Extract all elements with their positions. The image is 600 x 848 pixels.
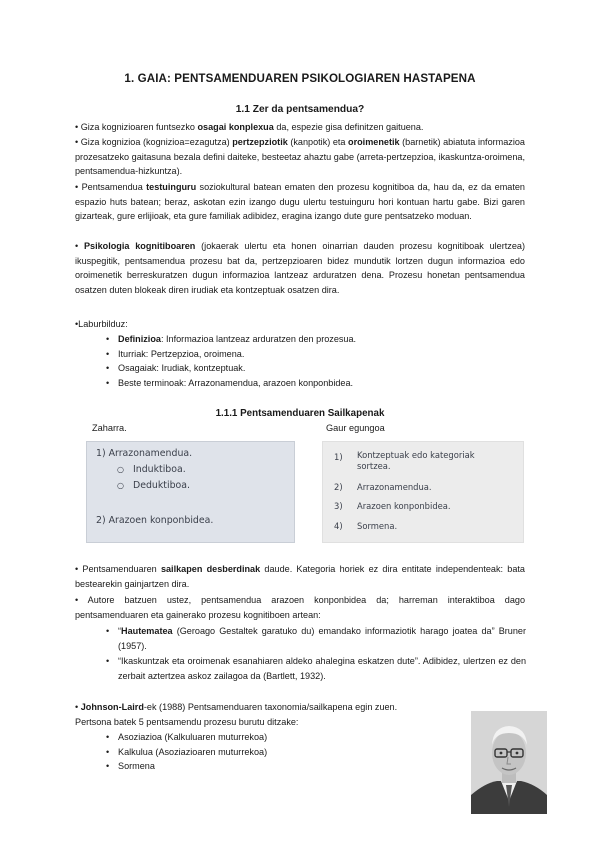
paragraph-classifications [75,562,525,591]
text: Iturriak: Pertzepzioa, oroimena. [118,348,245,359]
paragraph-cognition-component [75,120,525,135]
summary-list [106,332,526,390]
list-item [106,376,526,391]
text: • Pentsamenduaren [75,564,161,574]
box-item: Arrazonamendua. [357,482,432,492]
portrait-image [471,711,547,814]
bold-text: Definizioa [118,334,161,344]
text: Osagaiak: Irudiak, kontzeptuak. [118,363,246,374]
section-heading-1-1-1: 1.1.1 Pentsamenduaren Sailkapenak [215,408,385,419]
box-item: 2) Arazoen konponbidea. [96,515,214,526]
text: soziokultural batean ematen den prozesu kognitiboa da, hau da, ez da ematen espazio huts batean; beraz, askotan ezin izango dugu ulertu testuinguru hori kontuan hartu gabe. Bizi garen gizarteak, gure erlijioak, eta gure familiak adibidez, eragina izango dute gure pentsatzeko moduan. [75,182,525,222]
list-item [106,347,526,362]
text: Deduktiboa. [132,480,190,491]
box-subitem: ○ Induktiboa. [117,464,186,475]
text: • Giza kognizioa (kognizioa=ezagutza) [75,137,233,147]
old-classification-box [86,441,295,543]
paragraph-five-processes: Pertsona batek 5 pentsamendu prozesu burutu ditzake: [75,717,299,727]
bold-text: Hautematea [121,626,173,636]
paragraph-cognitive-psychology [75,239,525,298]
text: (jokaerak ulertu eta honen oinarrian dauden prozesu kognitiboak ulertzea) ikuspegitik, pentsamendua prozesu bat da, pertzepzioaren bidez mundutik lortzen dugun informazioa edo oroimenetik berreskuratzen dugun informazioa lantzeaz arduratzen dena. Prozesu honetan pentsamendua osatzen duten blokeak diren irudiak eta kontzeptuak osatzen dira. [75,241,525,296]
list-item: • Sormena [106,759,406,774]
bold-text: osagai konplexua [197,122,274,132]
text: daude. Kategoria horiek ez dira entitate independenteak: bata bestearekin gainjartzen dira. [75,564,525,589]
text: (kanpotik) eta [287,137,349,147]
box-number: 1) [334,452,343,462]
text: (barnetik) abiatuta informazioa prozesatzeko gaitasuna bezala defini daiteke, besteetaz ahaztu gabe (arreta-pertzepzioa, ikaskuntza-oroimena, pentsamendua-hizkuntza). [75,137,525,177]
text: da, espezie gisa definitzen gaituena. [273,122,424,132]
box-item: Sormena. [357,521,398,531]
quote-item: • “Ikaskuntzak eta oroimenak esanahiaren aldeko ahalegina eskatzen dute”. Adibidez, ulertzen ez den zerbait aztertzea askoz zailagoa da (Bartlett, 1932). [106,654,526,683]
box-number: 3) [334,501,343,511]
bold-text: pertzepziotik [232,137,288,147]
processes-list [106,730,406,774]
paragraph-cognition-definition [75,135,525,179]
box-item: Kontzeptuak edo kategoriak [357,450,475,460]
left-caption: Zaharra. [92,423,127,433]
text: -ek (1988) Pentsamenduaren taxonomia/sailkapena egin zuen. [143,702,398,712]
section-heading-1-1: 1.1 Zer da pentsamendua? [235,104,365,115]
box-number: 4) [334,521,343,531]
paragraph-problem-solving: • Autore batzuen ustez, pentsamendua arazoen konponbidea da; harreman interaktiboa dago pentsamenduaren eta gainerako prozesu kognitiboen artean: [75,595,525,620]
text: • [75,702,81,712]
box-item: Arazoen konponbidea. [357,501,451,511]
page-title: 1. GAIA: PENTSAMENDUAREN PSIKOLOGIAREN HASTAPENA [124,72,476,85]
portrait-photo [471,711,547,814]
bold-text: oroimenetik [348,137,400,147]
paragraph-johnson-laird [75,700,465,715]
right-caption: Gaur egungoa [326,423,385,433]
text: (Geroago Gestaltek garatuko du) emandako informaziotik harago joatea da” Bruner (1957). [118,626,526,651]
box-item: sortzea. [357,461,391,471]
bold-text: sailkapen desberdinak [160,564,261,574]
text: Induktiboa. [132,464,186,475]
paragraph-context [75,180,525,224]
list-item: • Asoziazioa (Kalkuluaren muturrekoa) [106,730,406,745]
quote-item [106,624,526,653]
box-subitem: ○ Deduktiboa. [117,480,190,491]
summary-label: •Laburbilduz: [75,319,128,329]
bold-text: testuinguru [146,182,197,192]
quotes-list [106,624,526,683]
bold-text: Johnson-Laird [80,702,144,712]
bold-text: Psikologia kognitiboaren [83,241,196,251]
text: “ [118,626,122,636]
text: • [75,241,84,251]
text: • Pentsamendua [75,182,147,192]
text: Beste terminoak: Arrazonamendua, arazoen konponbidea. [118,377,354,388]
list-item [106,361,526,376]
text: • Giza kognizioaren funtsezko [75,122,198,132]
text: : Informazioa lantzeaz arduratzen den prozesua. [160,334,357,344]
list-item: • Kalkulua (Asoziazioaren muturrekoa) [106,745,406,760]
box-number: 2) [334,482,343,492]
list-item [106,332,526,347]
box-item: 1) Arrazonamendua. [96,448,193,459]
current-classification-box [322,441,524,543]
